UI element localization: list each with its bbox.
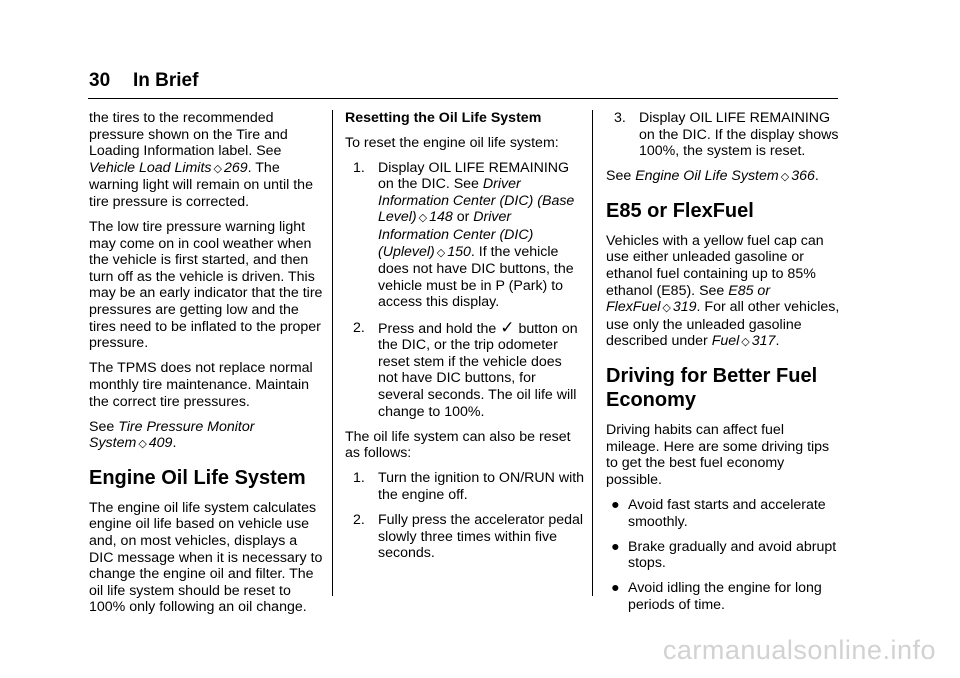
list-item: ● Brake gradually and avoid abrupt stops. xyxy=(611,538,837,572)
cross-reference-link[interactable]: Tire Pressure Monitor System xyxy=(89,418,255,452)
paragraph: The low tire pressure warning light may come on in cool weather when the vehicle is first started, and then turn off as the vehicle is driven. This may be an early indicator that the tire pressures are getting low and the tires need to be inflated to the proper pressure. xyxy=(89,219,323,352)
bullet-icon: ● xyxy=(611,538,620,555)
checkmark-icon: ✓ xyxy=(500,317,515,337)
column-2 xyxy=(345,110,585,570)
paragraph: Vehicles with a yellow fuel cap can use either unleaded gasoline or ethanol fuel containing up to 85% ethanol (E85). See E85 or FlexFuel ◇ 319. For all other vehicles, use only the unleaded gasoline described under Fuel ◇ 317. xyxy=(606,232,840,350)
bullet-icon: ● xyxy=(611,496,620,513)
section-title: In Brief xyxy=(133,70,199,91)
page-reference[interactable]: 150 xyxy=(447,243,471,260)
page-number: 30 xyxy=(89,70,111,91)
cross-reference-link[interactable]: Driver Information Center (DIC) (Base Level) xyxy=(378,176,575,226)
page-arrow-icon: ◇ xyxy=(213,162,222,175)
page-arrow-icon: ◇ xyxy=(138,438,147,451)
paragraph: The engine oil life system calculates engine oil life based on vehicle use and, on most vehicles, displays a DIC message when it is necessary to change the engine oil and filter. The oil life system should be reset to 100% only following an oil change. xyxy=(89,499,323,616)
paragraph: The oil life system can also be reset as follows: xyxy=(345,428,571,462)
page-reference[interactable]: 409 xyxy=(148,435,173,452)
column-1 xyxy=(89,110,324,624)
paragraph: To reset the engine oil life system: xyxy=(345,134,559,151)
list-item: 1. Turn the ignition to ON/RUN with the engine off. xyxy=(353,470,585,503)
page-reference[interactable]: 366 xyxy=(791,168,815,185)
cross-reference-link[interactable]: Vehicle Load Limits xyxy=(89,159,212,176)
cross-reference-link[interactable]: Driver Information Center (DIC) (Uplevel) xyxy=(378,209,534,260)
cross-reference-link[interactable]: Engine Oil Life System xyxy=(635,168,779,185)
page-arrow-icon: ◇ xyxy=(436,246,446,259)
cross-reference-link[interactable]: Fuel xyxy=(711,333,740,350)
list-item: 3. Display OIL LIFE REMAINING on the DIC. If the display shows 100%, the system is reset. xyxy=(614,110,839,160)
page-reference[interactable]: 319 xyxy=(672,299,697,316)
paragraph: The TPMS does not replace normal monthly tire maintenance. Maintain the correct tire pressures. xyxy=(89,360,313,410)
page-reference[interactable]: 269 xyxy=(223,159,248,176)
list-item: 2. Fully press the accelerator pedal slowly three times within five seconds. xyxy=(353,511,584,562)
section-heading: E85 or FlexFuel xyxy=(606,199,754,222)
cross-reference-link[interactable]: E85 or FlexFuel xyxy=(606,282,771,316)
section-heading: Engine Oil Life System xyxy=(89,466,306,489)
page-reference[interactable]: 317 xyxy=(751,333,776,350)
page-arrow-icon: ◇ xyxy=(418,212,428,225)
paragraph: Driving habits can affect fuel mileage. Here are some driving tips to get the best fuel economy possible. xyxy=(606,422,830,488)
page-reference[interactable]: 148 xyxy=(429,209,453,226)
bullet-icon: ● xyxy=(611,580,620,597)
page-arrow-icon: ◇ xyxy=(780,171,790,184)
list-item: ● Avoid idling the engine for long periods of time. xyxy=(611,580,822,613)
column-3 xyxy=(606,110,840,622)
header-rule xyxy=(88,98,838,99)
page-arrow-icon: ◇ xyxy=(662,302,671,315)
sub-heading: Resetting the Oil Life System xyxy=(345,110,542,126)
paragraph: See Engine Oil Life System ◇ 366. xyxy=(606,168,819,185)
paragraph: See Tire Pressure Monitor System ◇ 409. xyxy=(89,418,255,452)
page-arrow-icon: ◇ xyxy=(741,336,750,349)
section-heading: Driving for Better Fuel Economy xyxy=(606,365,818,412)
list-item: 1. Display OIL LIFE REMAINING on the DIC. See Driver Information Center (DIC) (Base Level) ◇ 148 or Driver Information Center (DIC) (Uplevel) ◇ 150. If the vehicle does not have DIC buttons, the vehicle must be in P (Park) to access this display. xyxy=(353,159,575,311)
column-divider xyxy=(592,110,593,596)
list-item: ● Avoid fast starts and accelerate smoothly. xyxy=(611,496,826,530)
page-header xyxy=(89,70,198,92)
column-divider xyxy=(332,110,333,596)
list-item: 2. Press and hold the ✓ button on the DIC, or the trip odometer reset stem if the vehicle does not have DIC buttons, for several seconds. The oil life will change to 100%. xyxy=(353,317,578,420)
paragraph: the tires to the recommended pressure shown on the Tire and Loading Information label. See Vehicle Load Limits ◇ 269. The warning light will remain on until the tire pressure is corrected. xyxy=(89,110,313,210)
watermark: carmanualsonline.info xyxy=(662,635,936,665)
